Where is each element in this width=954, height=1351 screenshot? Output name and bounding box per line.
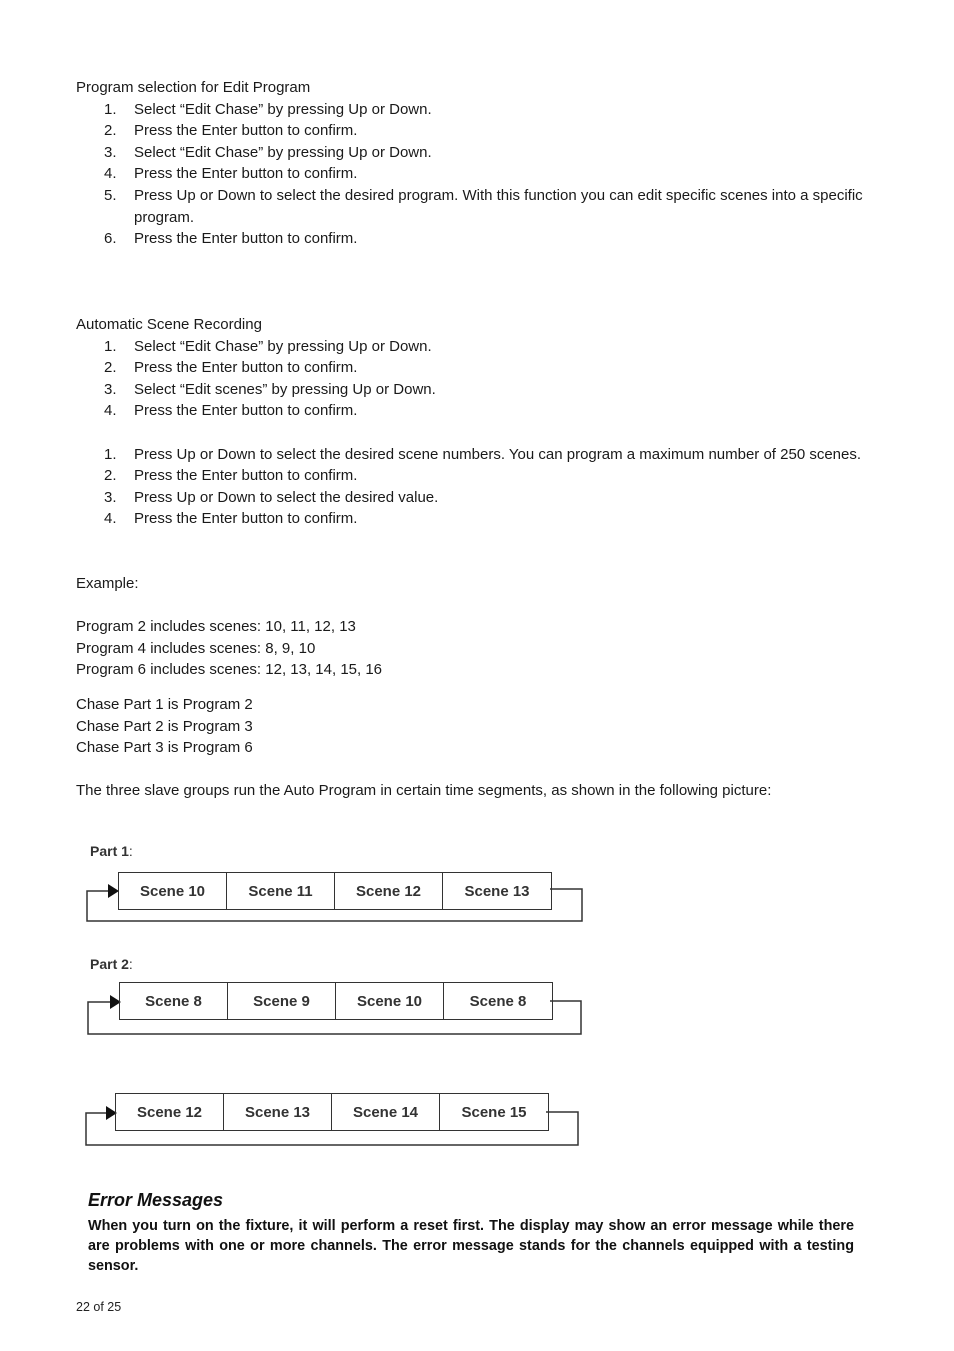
list-item: 1. Select “Edit Chase” by pressing Up or Down. (104, 337, 432, 355)
scene-cell: Scene 8 (120, 983, 228, 1019)
list-item: 4. Press the Enter button to confirm. (104, 165, 358, 183)
scene-cell: Scene 10 (336, 983, 444, 1019)
scene-cell: Scene 10 (119, 873, 227, 909)
scene-row (115, 1093, 549, 1131)
part-label: Part 2: (90, 956, 133, 972)
scene-cell: Scene 8 (469, 992, 527, 1010)
list-item: 3. Select “Edit Chase” by pressing Up or Down. (104, 143, 432, 161)
chase-part-line: Chase Part 2 is Program 3 (76, 717, 253, 735)
steps-list (76, 99, 896, 250)
list-item: 4. Press the Enter button to confirm. (104, 402, 358, 420)
list-item: 2. Press the Enter button to confirm. (104, 122, 358, 140)
part-label: Part 1: (90, 843, 133, 859)
diagram-intro: The three slave groups run the Auto Program in certain time segments, as shown in the following picture: (76, 782, 772, 800)
scene-cell: Scene 12 (335, 873, 443, 909)
error-messages-body: When you turn on the fixture, it will perform a reset first. The display may show an error message while there are problems with one or more channels. The error message stands for the channels equipped with a testing sensor. (88, 1218, 854, 1274)
section-heading: Program selection for Edit Program (76, 79, 311, 96)
section-edit-program (76, 77, 896, 250)
scene-cell: Scene 14 (332, 1094, 440, 1130)
chase-part-line: Chase Part 1 is Program 2 (76, 695, 253, 713)
chase-part-line: Chase Part 3 is Program 6 (76, 739, 253, 757)
scene-row (118, 872, 552, 910)
steps-list (76, 444, 896, 530)
list-item: 3. Press Up or Down to select the desired value. (104, 488, 439, 506)
section-heading: Automatic Scene Recording (76, 316, 262, 333)
scene-row (119, 982, 553, 1020)
scene-cell: Scene 12 (116, 1094, 224, 1130)
list-item: 3. Select “Edit scenes” by pressing Up or Down. (104, 380, 436, 398)
list-item: 6. Press the Enter button to confirm. (104, 230, 358, 248)
list-item: 5. Press Up or Down to select the desired program. With this function you can edit specific scenes into a specific program. (104, 186, 863, 226)
example-block (76, 573, 896, 802)
section-auto-scene-recording (76, 314, 896, 530)
list-item: 1. Press Up or Down to select the desired scene numbers. You can program a maximum number of 250 scenes. (104, 445, 862, 463)
list-item: 2. Press the Enter button to confirm. (104, 359, 358, 377)
error-messages-heading: Error Messages (88, 1190, 224, 1210)
scene-cell: Scene 11 (227, 873, 335, 909)
page-number: 22 of 25 (76, 1300, 122, 1314)
steps-list (76, 336, 896, 422)
list-item: 2. Press the Enter button to confirm. (104, 467, 358, 485)
example-label: Example: (76, 575, 139, 592)
program-line: Program 2 includes scenes: 10, 11, 12, 13 (76, 618, 356, 636)
scene-cell: Scene 13 (224, 1094, 332, 1130)
program-line: Program 6 includes scenes: 12, 13, 14, 15, 16 (76, 661, 383, 679)
scene-cell: Scene 13 (464, 882, 530, 900)
scene-cell: Scene 9 (228, 983, 336, 1019)
chase-diagram (84, 838, 604, 1158)
program-line: Program 4 includes scenes: 8, 9, 10 (76, 639, 316, 657)
list-item: 1. Select “Edit Chase” by pressing Up or Down. (104, 100, 432, 118)
list-item: 4. Press the Enter button to confirm. (104, 510, 358, 528)
scene-cell: Scene 15 (461, 1103, 527, 1121)
